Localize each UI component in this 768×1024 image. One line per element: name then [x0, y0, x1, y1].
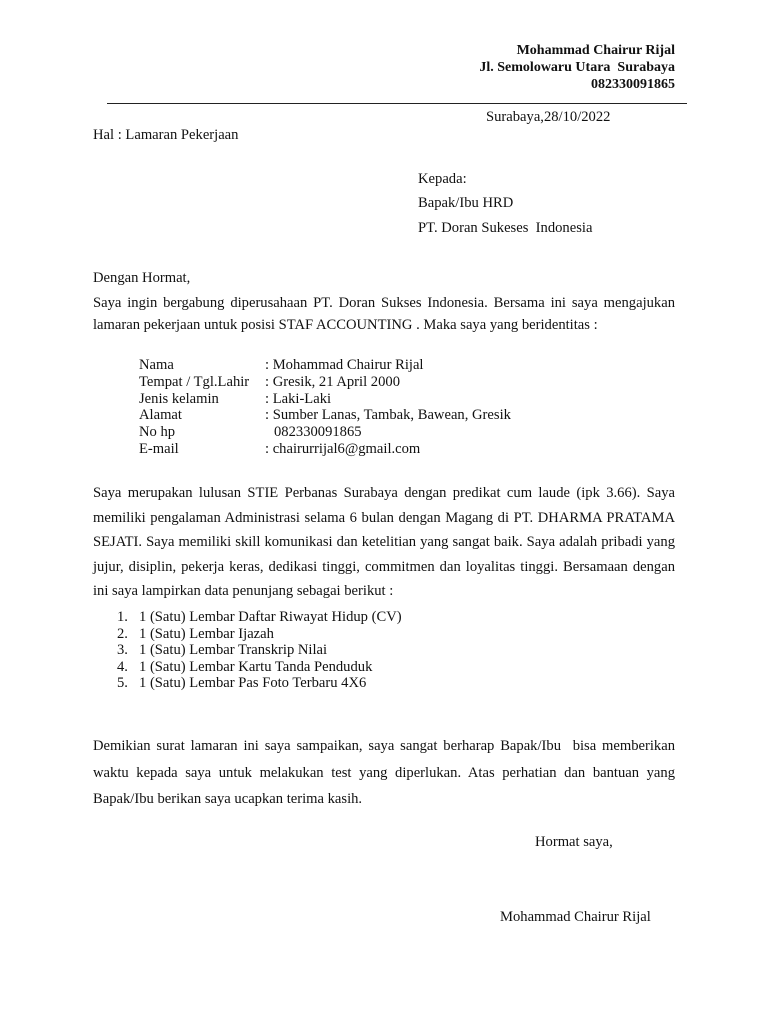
identity-row [139, 424, 511, 441]
list-item-text: 1 (Satu) Lembar Daftar Riwayat Hidup (CV) [139, 609, 402, 625]
list-item-text: 1 (Satu) Lembar Ijazah [139, 625, 274, 642]
identity-label: Tempat / Tgl.Lahir [139, 373, 250, 390]
sender-phone: 082330091865 [591, 77, 675, 92]
list-item-number: 4. [117, 658, 128, 675]
list-item-text: 1 (Satu) Lembar Transkrip Nilai [139, 642, 328, 659]
recipient-to: Kepada: [418, 171, 467, 187]
subject-line: Hal : Lamaran Pekerjaan [93, 127, 239, 143]
list-item [93, 675, 402, 692]
identity-row [139, 374, 511, 391]
identity-row [139, 441, 511, 458]
list-item-text: 1 (Satu) Lembar Pas Foto Terbaru 4X6 [139, 675, 367, 692]
letterhead [479, 42, 675, 93]
identity-value: : Laki-Laki [265, 390, 332, 407]
list-item [93, 642, 402, 659]
identity-label: Nama [139, 357, 174, 373]
list-item-number: 2. [117, 625, 128, 642]
list-item-number: 3. [117, 642, 128, 659]
list-item-text: 1 (Satu) Lembar Kartu Tanda Penduduk [139, 658, 373, 675]
identity-label: E-mail [139, 440, 179, 457]
identity-value: : chairurrijal6@gmail.com [265, 440, 421, 457]
letterhead-divider [107, 103, 687, 104]
closing-paragraph: Demikian surat lamaran ini saya sampaikan, saya sangat berharap Bapak/Ibu bisa memberikan waktu kepada saya untuk melakukan test yang diperlukan. Atas perhatian dan bantuan yang Bapak/Ibu berikan saya ucapkan terima kasih. [93, 738, 679, 808]
identity-value: : Gresik, 21 April 2000 [265, 373, 400, 390]
attachment-list [93, 609, 402, 692]
identity-label: Jenis kelamin [139, 390, 219, 407]
valediction: Hormat saya, [535, 834, 613, 850]
list-item-number: 1. [117, 609, 128, 625]
identity-row [139, 391, 511, 408]
list-item [93, 626, 402, 643]
list-item-number: 5. [117, 675, 128, 692]
identity-label: Alamat [139, 407, 182, 424]
identity-value: : Sumber Lanas, Tambak, Bawean, Gresik [265, 407, 511, 424]
identity-value: : Mohammad Chairur Rijal [265, 357, 424, 373]
sender-address: Jl. Semolowaru Utara Surabaya [479, 60, 675, 75]
place-date: Surabaya,28/10/2022 [486, 109, 611, 125]
identity-label: No hp [139, 424, 176, 441]
intro-paragraph: Saya ingin bergabung diperusahaan PT. Doran Sukses Indonesia. Bersama ini saya mengajukan lamaran pekerjaan untuk posisi STAF ACCOUNTING . Maka saya yang beridentitas : [93, 295, 675, 333]
identity-row [139, 357, 511, 374]
identity-value: 082330091865 [274, 424, 362, 441]
recipient-company: PT. Doran Sukeses Indonesia [418, 220, 593, 236]
list-item [93, 659, 402, 676]
sender-name: Mohammad Chairur Rijal [516, 43, 675, 58]
identity-table [139, 357, 511, 458]
list-item [93, 609, 402, 626]
identity-row [139, 407, 511, 424]
signature-name: Mohammad Chairur Rijal [500, 909, 651, 925]
recipient-attention: Bapak/Ibu HRD [418, 195, 514, 211]
body-paragraph: Saya merupakan lulusan STIE Perbanas Surabaya dengan predikat cum laude (ipk 3.66). Saya memiliki pengalaman Administrasi selama 6 bulan dengan Magang di PT. DHARMA PRATAMA SEJATI. Saya memiliki skill komunikasi dan ketelitian yang sangat baik. Saya adalah pribadi yang jujur, disiplin, pekerja keras, dedikasi tinggi, commitmen dan loyalitas tinggi. Bersamaan dengan ini saya lampirkan data penunjang sebagai berikut : [93, 485, 675, 600]
greeting: Dengan Hormat, [93, 270, 191, 286]
